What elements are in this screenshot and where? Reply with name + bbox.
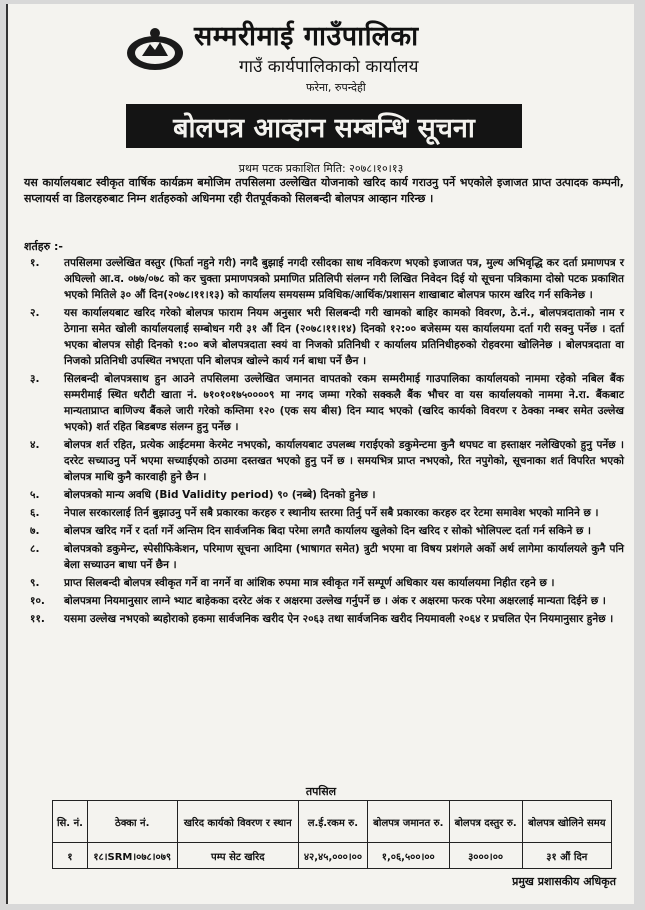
schedule-column-header: सि. नं.	[53, 801, 88, 843]
signature-title: प्रमुख प्रशासकीय अधिकृत	[512, 875, 616, 888]
condition-item	[24, 487, 624, 503]
schedule-table	[52, 800, 612, 869]
notice-title: बोलपत्र आव्हान सम्बन्धि सूचना	[126, 104, 522, 148]
conditions-heading: शर्तहरु :-	[24, 240, 63, 253]
condition-text: तपसिलमा उल्लेखित वस्तुर (फिर्ता नहुने गरी) नगदै बुझाई नगदी रसीदका साथ नविकरण भएको इजाजत पत्र, मुल्य अभिवृद्धि कर दर्ता प्रमाणपत्र र अघिल्लो आ.व. ०७७/०७८ को कर चुक्ता प्रमाणपत्रको प्रमाणित प्रतिलिपी संलग्न गरी लिखित निवेदन दिई यो सूचना पत्रिकामा दोस्रो पटक प्रकाशित भएको मितिले ३० औं दिन(२०७८।११।१३) को कार्यालय समयसम्म प्रविधिक/आर्थिक/प्रशासन शाखाबाट बोलपत्र फारम खरिद गर्न सकिनेछ ।	[64, 257, 624, 301]
schedule-column-header: खरिद कार्यको विवरण र स्थान	[177, 801, 298, 843]
schedule-column-header: ठेक्का नं.	[87, 801, 177, 843]
condition-item	[24, 611, 624, 627]
condition-number: ४.	[30, 439, 40, 451]
schedule-column-header: बोलपत्र खोलिने समय	[522, 801, 611, 843]
condition-number: ६.	[30, 507, 40, 519]
condition-number: ९.	[30, 577, 40, 589]
table-row	[53, 843, 612, 869]
condition-item	[24, 371, 624, 435]
condition-text: बोलपत्रको मान्य अवधि (Bid Validity period) ९० (नब्बे) दिनको हुनेछ ।	[64, 489, 376, 501]
condition-number: ३.	[30, 373, 40, 385]
condition-number: ११.	[30, 613, 45, 625]
org-name: सम्मरीमाई गाउँपालिका	[194, 21, 419, 52]
table-cell: १८।SRM।०७८।०७९	[87, 843, 177, 869]
notice-sheet	[6, 4, 634, 904]
condition-text: यस कार्यालयबाट खरिद गरेको बोलपत्र फाराम नियम अनुसार भरी सिलबन्दी गरी खामको बाहिर कामको विवरण, ठे.नं., बोलपत्रदाताको नाम र ठेगाना समेत खोली कार्यालयलाई सम्बोधन गरी ३१ औं दिन (२०७८।११।१४) दिनको १२:०० बजेसम्म यस कार्यालयमा दर्ता गरी सक्नु पर्नेछ । दर्ता भएका बोलपत्र सोही दिनको १:०० बजे बोलपत्रदाता स्वयं वा निजको प्रतिनिधी र कार्यालय प्रतिनिधीहरुको रोहवरमा खोलिनेछ । बोलपत्रदाता वा निजको प्रतिनिधी उपस्थित नभएता पनि बोलपत्र खोल्ने कार्य गर्न बाधा पर्ने छैन ।	[64, 307, 624, 367]
schedule-column-header: बोलपत्र जमानत रु.	[367, 801, 449, 843]
condition-number: १०.	[30, 595, 45, 607]
intro-paragraph: यस कार्यालयबाट स्वीकृत वार्षिक कार्यक्रम बमोजिम तपसिलमा उल्लेखित योजनाको खरिद कार्य गराउनु पर्ने भएकोले इजाजत प्राप्त उत्पादक कम्पनी, सप्लायर्स वा डिलरहरुबाट निम्न शर्तहरुको अधिनमा रही रीतपूर्वकको सिलबन्दी बोलपत्र आव्हान गरिन्छ ।	[24, 176, 624, 205]
condition-item	[24, 437, 624, 485]
schedule-column-header: ल.ई.रकम रु.	[298, 801, 367, 843]
condition-number: २.	[30, 307, 40, 319]
table-cell: पम्प सेट खरिद	[177, 843, 298, 869]
publish-date: प्रथम पटक प्रकाशित मिति: २०७८।१०।१३	[238, 162, 404, 175]
condition-item	[24, 523, 624, 539]
condition-text: बोलपत्र शर्त रहित, प्रत्येक आईटममा केरमेट नभएको, कार्यालयबाट उपलब्ध गराईएको डकुमेन्टमा कुनै थपघट वा हस्ताक्षर नलेखिएको हुनु पर्नेछ । दररेट सच्याउनु पर्ने भएमा सच्याईएको ठाउमा दस्तखत भएको हुनु पर्ने छ । समयभित्र प्राप्त नभएको, रित नपुगेको, सूचनाका शर्त विपरित भएको बोलपत्र माथि कुनै कारवाही हुने छैन ।	[64, 439, 624, 483]
condition-item	[24, 575, 624, 591]
condition-text: सिलबन्दी बोलपत्रसाथ हुन आउने तपसिलमा उल्लेखित जमानत वापतको रकम सम्मरीमाई गाउपालिका कार्यालयको नाममा रहेको नबिल बैंक सम्मरीमाई स्थित धरौटी खाता नं. ७१०१०१७५००००९ मा नगद जम्मा गरेको सक्कलै बैंक भौचर वा यस कार्यालयको नाममा ने.रा. बैंकबाट मान्यताप्राप्त बाणिज्य बैंकले जारी गरेको कम्तिमा १२० (एक सय बीस) दिन म्याद भएको (खरिद कार्यको विवरण र ठेक्का नम्बर समेत उल्लेख भएको) शर्त रहित बिडबण्ड संलग्न हुनु पर्नेछ ।	[64, 373, 624, 433]
office-address: फरेना, रुपन्देही	[306, 81, 366, 94]
schedule-column-header: बोलपत्र दस्तुर रु.	[449, 801, 522, 843]
table-cell: ४२,४५,०००।००	[298, 843, 367, 869]
table-cell: १	[53, 843, 88, 869]
condition-number: १.	[30, 257, 40, 269]
condition-text: यसमा उल्लेख नभएको ब्यहोराको हकमा सार्वजनिक खरीद ऐन २०६३ तथा सार्वजनिक खरीद नियमावली २०६४ र प्रचलित ऐन नियमानुसार हुनेछ ।	[64, 613, 614, 625]
condition-item	[24, 505, 624, 521]
condition-item	[24, 255, 624, 303]
condition-text: बोलपत्रमा नियमानुसार लाग्ने भ्याट बाहेकका दररेट अंक र अक्षरमा उल्लेख गर्नुपर्ने छ । अंक र अक्षरमा फरक परेमा अक्षरलाई मान्यता दिईने छ ।	[64, 595, 606, 607]
condition-text: बोलपत्रको डकुमेन्ट, स्पेसीफिकेशन, परिमाण सूचना आदिमा (भाषागत समेत) त्रुटी भएमा वा विषय प्रशंगले अर्को अर्थ लागेमा कार्यालयले कुनै पनि बेला सच्याउन बाधा पर्ने छैन ।	[64, 543, 624, 571]
table-cell: ३१ औं दिन	[522, 843, 611, 869]
table-cell: ३०००।००	[449, 843, 522, 869]
condition-item	[24, 305, 624, 369]
condition-text: प्राप्त सिलबन्दी बोलपत्र स्वीकृत गर्ने वा नगर्ने वा आंशिक रुपमा मात्र स्वीकृत गर्ने सम्पूर्ण अधिकार यस कार्यालयमा निहीत रहने छ ।	[64, 577, 555, 589]
nepal-emblem-icon	[124, 26, 186, 72]
condition-number: ७.	[30, 525, 40, 537]
condition-number: ८.	[30, 543, 40, 555]
schedule-header-row	[53, 801, 612, 843]
condition-item	[24, 593, 624, 609]
letterhead	[24, 4, 624, 100]
schedule-body	[53, 843, 612, 869]
table-cell: १,०६,५००।००	[367, 843, 449, 869]
conditions-list	[24, 255, 624, 629]
condition-item	[24, 541, 624, 573]
condition-text: नेपाल सरकारलाई तिर्न बुझाउनु पर्ने सबै प्रकारका करहरु र स्थानीय स्तरमा तिर्नु पर्ने सबै प्रकारका करहरु दर रेटमा समावेश भएको मानिने छ ।	[64, 507, 599, 519]
condition-text: बोलपत्र खरिद गर्ने र दर्ता गर्ने अन्तिम दिन सार्वजनिक बिदा परेमा लगतै कार्यालय खुलेको दिन खरिद र सोको भोलिपल्ट दर्ता गर्न सकिने छ ।	[64, 525, 591, 537]
schedule-title: तपसिल	[305, 785, 337, 798]
condition-number: ५.	[30, 489, 40, 501]
office-name: गाउँ कार्यपालिकाको कार्यालय	[239, 57, 419, 77]
